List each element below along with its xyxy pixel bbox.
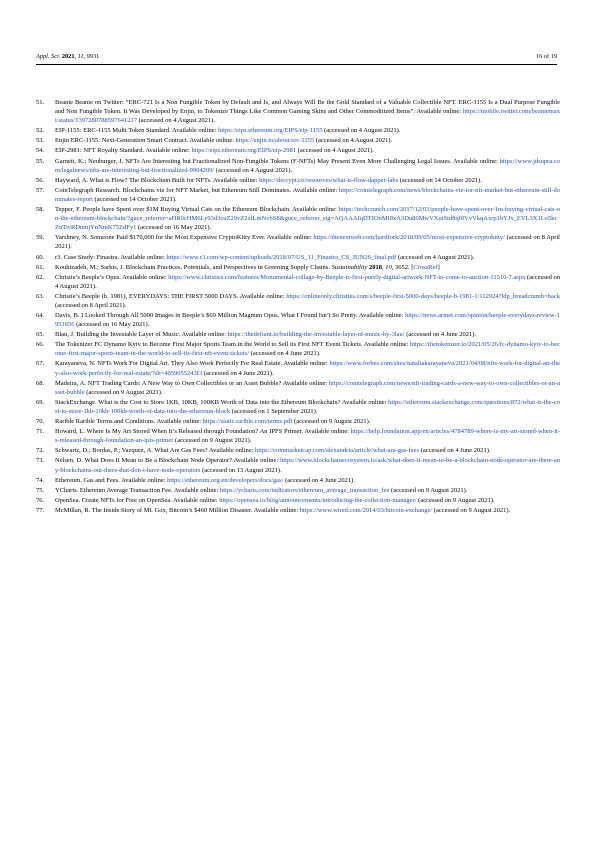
journal-volume: 11 [77, 53, 84, 60]
reference-link[interactable]: https://decrypt.co/resources/what-is-flow-dapper-labs [259, 176, 399, 184]
reference-number: 62. [36, 273, 45, 281]
reference-link[interactable]: https://static.rarible.com/terms.pdf [202, 418, 293, 426]
reference-link[interactable]: https://onlineonly.christies.com/s/beeple-first-5000-days/beeple-b-1981-1/112924?ldp_breadcrumb=back [286, 292, 560, 300]
reference-item [36, 186, 560, 204]
reference-number: 53. [36, 137, 45, 145]
accessed-note: (accessed on 9 August 2021). [432, 506, 511, 514]
reference-link[interactable]: https://thetokenizer.io/2021/05/26/fc-dynamo-kyiv-to-become-first-major-sports-team-in-the-world-to-sell-its-first-nft-event-tickets/ [55, 341, 560, 358]
reference-text: Blau, J. Building the Investable Layer of Music. Available online: [55, 331, 228, 339]
reference-text: Tepper, F. People have Spent over $1M Buying Virtual Cats on the Ethereum Blockchain. Available online: [55, 205, 339, 213]
reference-item [36, 496, 560, 505]
reference-number: 77. [36, 506, 45, 514]
reference-item [36, 340, 560, 358]
reference-number: 54. [36, 147, 45, 155]
reference-item [36, 205, 560, 232]
reference-text: The Tokenizer FC Dynamo Kyiv to Become First Major Sports Team in the World to Sell its First NFT Event Tickets. Available online: [55, 341, 410, 349]
reference-text: McMillan, R. The Inside Story of Mt. Gox, Bitcoin’s $460 Million Disaster. Available online: [55, 506, 300, 514]
reference-number: 75. [36, 486, 45, 494]
reference-text: Enjin ERC-1155: Next-Generation Smart Contract. Available online: [55, 137, 236, 145]
reference-text: Madeira, A. NFT Trading Cards: A New Way to Own Collectibles or an Asset Bubble? Available online: [55, 379, 329, 387]
accessed-note: (accessed on 9 August 2021). [84, 388, 163, 396]
reference-item [36, 427, 560, 445]
reference-item [36, 253, 560, 262]
accessed-note: (accessed on 4 August 2021). [322, 127, 401, 135]
reference-link[interactable]: https://opensea.io/blog/announcements/introducing-the-collection-manager/ [219, 496, 417, 504]
reference-item [36, 136, 560, 145]
reference-number: 68. [36, 379, 45, 387]
reference-item [36, 146, 560, 155]
reference-link[interactable]: https://coinmarketcap.com/alexandria/article/what-are-gas-fees [255, 447, 420, 455]
reference-link[interactable]: https://ethereum.stackexchange.com/questions/872/what-is-the-cost-to-store-1kb-10kb-100kb-worth-of-data-into-the-ethereum-block [55, 398, 560, 416]
reference-link[interactable]: https://eips.ethereum.org/EIPS/eip-2981 [191, 147, 297, 155]
reference-text: YCharts. Ethereum Average Transaction Fee. Available online: [55, 486, 220, 494]
reference-link[interactable]: https://www.wired.com/2014/03/bitcoin-exchange/ [299, 506, 433, 514]
reference-number: 70. [36, 418, 45, 426]
reference-link[interactable]: https://mobile.twitter.com/beaniemaxi/status/1397280788597641217 [55, 108, 560, 125]
reference-text: Garnett, K.; Neuburger, J. NFTs Are Interesting but Fractionalized Non-Fungible Tokens (F-NFTs) May Present Even More Challenging Legal Issues. Available online: [55, 157, 500, 165]
reference-text: Schwartz, D.; Bordas, P.; Vazquez, A. What Are Gas Fees? Available online: [55, 447, 256, 455]
reference-item [36, 456, 560, 474]
reference-list [36, 98, 560, 516]
reference-item [36, 98, 560, 125]
reference-number: 60. [36, 253, 45, 261]
reference-number: 57. [36, 186, 45, 194]
reference-text: OpenSea. Create NFTs for Free on OpenSea. Available online: [55, 496, 220, 504]
reference-number: 76. [36, 496, 45, 504]
reference-text: EIP-2981: NFT Royalty Standard. Available online: [55, 147, 192, 155]
accessed-note: (accessed on 1 September 2021). [230, 408, 318, 416]
reference-item [36, 379, 560, 397]
reference-item [36, 157, 560, 175]
reference-item [36, 292, 560, 310]
reference-link[interactable]: CrossRef [413, 263, 438, 271]
header-rule [36, 64, 557, 65]
reference-link[interactable]: https://ethereum.org/en/developers/docs/gas/ [167, 476, 284, 484]
journal-year: 2018 [368, 263, 382, 271]
journal-pages: , 3652. [ [391, 263, 414, 271]
accessed-note: (accessed on 16 May 2021). [136, 224, 212, 232]
reference-link[interactable]: https://www.r3.com/wp-content/uploads/2018/07/US_11_Finastra_CS_JUN26_final.pdf [166, 253, 397, 261]
reference-link[interactable]: https://eips.ethereum.org/EIPS/eip-1155 [218, 127, 323, 135]
accessed-note: (accessed on 8 April 2021). [55, 301, 127, 309]
reference-item [36, 446, 560, 455]
reference-item [36, 486, 560, 495]
reference-text: Beanie Beanie on Twitter: “ERC-721 Is a Non Fungible Token by Default and Is, and Always Will Be the Gold Standard of a Valuable Collectible NFT. ERC-1155 Is a Dual Purpose Fungible and Non Fungible Token. It Was Developed by Enjin, to Tokenize Things Like Common Gaming Skins and Other Commoditized Items”. Available online: [55, 99, 560, 116]
reference-item [36, 273, 560, 291]
accessed-note: (accessed on 9 August 2021). [173, 437, 252, 445]
reference-number: 59. [36, 234, 45, 242]
reference-text: Christie’s Beeple’s Opus. Available online: [55, 273, 169, 281]
reference-link[interactable]: https://www.jdsupra.com/legalnews/nfts-are-interesting-but-fractionalized-9904209/ [55, 157, 560, 174]
reference-link[interactable]: https://cointelegraph.com/news/blockchains-vie-for-nft-market-but-ethereum-still-dominates-report [55, 186, 560, 203]
reference-item [36, 417, 560, 426]
reference-item [36, 476, 560, 485]
accessed-note: (accessed on 4 August 2021). [214, 166, 293, 174]
reference-number: 52. [36, 127, 45, 135]
reference-number: 69. [36, 398, 45, 406]
reference-link[interactable]: https://thenextweb.com/hardfork/2018/09/05/most-expensive-cryptokitty/ [313, 234, 505, 242]
reference-link[interactable]: https://ycharts.com/indicators/ethereum_average_transaction_fee [219, 486, 390, 494]
accessed-note: (accessed on 9 August 2021). [292, 418, 371, 426]
reference-link[interactable]: https://enjin.io/about/erc-1155 [235, 137, 315, 145]
reference-text: Hayward, A. What is Flow? The Blockchain Built for NFTs. Available online: [55, 176, 260, 184]
accessed-note: (accessed on 4 August 2021). [55, 273, 560, 290]
reference-text: Ethereum. Gas and Fees. Available online: [55, 476, 168, 484]
reference-item [36, 330, 560, 339]
accessed-note: (accessed on 16 May 2021). [74, 321, 150, 329]
reference-item [36, 233, 560, 251]
reference-text: Rarible Rarible Terms and Conditions. Available online: [55, 418, 203, 426]
journal-citation: Appl. Sci. 2021, 11, 9931 [36, 53, 100, 60]
reference-number: 67. [36, 360, 45, 368]
reference-number: 73. [36, 457, 45, 465]
reference-text: Karayaneva, N. NFTs Work For Digital Art. They Also Work Perfectly For Real Estate. Available online: [55, 360, 330, 368]
reference-number: 65. [36, 331, 45, 339]
journal-title: Sustainability [331, 263, 368, 271]
accessed-note: (accessed on 4 June 2021). [202, 369, 274, 377]
reference-number: 55. [36, 157, 45, 165]
reference-link[interactable]: https://www.forbes.com/sites/nataliakarayaneva/2021/04/08/nfts-work-for-digital-art-they-also-work-perfectly-for-real-estate/?sh=4059055243f3 [55, 360, 560, 377]
accessed-note: (accessed on 4 August 2021). [396, 253, 475, 261]
accessed-note: (accessed on 4 June 2021). [283, 476, 355, 484]
reference-item [36, 398, 560, 416]
reference-item [36, 176, 560, 185]
reference-text: Nelsen, D. What Does It Mean to Be a Blockchain Node Operator? Available online: [55, 457, 281, 465]
reference-number: 58. [36, 205, 45, 213]
reference-text: r3. Case Study: Finastra. Available online: [55, 253, 167, 261]
article-number: 9931 [86, 53, 100, 60]
reference-text: Christie’s Beeple (b. 1981), EVERYDAYS: THE FIRST 5000 DAYS. Available online: [55, 292, 287, 300]
reference-number: 61. [36, 263, 45, 271]
reference-link[interactable]: https://techcrunch.com/2017/12/03/people-have-spent-over-1m-buying-virtual-cats-on-the-ethereum-blockchain/?guce_referrer=aHR0cHM6Ly93d3cuZ29vZ2xlLmNvbS8&guce_referrer_sig=AQAAAIqDTIOnMI8xA3Du86MwVXutStd8q0IVvVkqAxrp1bYJx_EVL3X1Lo5krZuTivRDumjYnNmK75ZdFy1 [55, 205, 560, 232]
accessed-note: (accessed on 14 October 2021). [398, 176, 482, 184]
reference-text: Davis, B. I Looked Through All 5000 Images in Beeple’s $69 Million Magnum Opus. What I Found Isn’t So Pretty. Available online: [55, 312, 406, 320]
reference-text: Howard, L. Where Is My Art Stored When It’s Released through Foundation? An IPFS Primer. Available online: [55, 428, 351, 436]
accessed-note: (accessed on 9 August 2021). [416, 496, 495, 504]
accessed-note: (accessed on 4 June 2021). [249, 350, 321, 358]
reference-item: 61. Kouhizadeh, M.; Sarkis, J. Blockchain Practices, Potentials, and Perspectives in Greening Supply Chains. Sustainability 2018, 10, 3652. [CrossRef] [36, 263, 440, 271]
reference-number: 71. [36, 428, 45, 436]
reference-item [36, 359, 560, 377]
reference-link[interactable]: https://cointelegraph.com/news/nft-trading-cards-a-new-way-to-own-collectibles-or-an-asset-bubble [55, 379, 560, 396]
reference-link[interactable]: https://www.christies.com/features/Monumental-collage-by-Beeple-is-first-purely-digital-artwork-NFT-to-come-to-auction-11510-7.aspx [168, 273, 526, 281]
journal-volume: 10 [385, 263, 392, 271]
reference-text: StackExchange. What is the Cost to Store 1KB, 10KB, 100KB Worth of Data into the Ethereum Blockchain? Available online: [55, 398, 389, 406]
reference-item [36, 311, 560, 329]
reference-number: 74. [36, 476, 45, 484]
reference-item [36, 506, 560, 515]
accessed-note: (accessed on 9 August 2021). [389, 486, 468, 494]
reference-number: 72. [36, 447, 45, 455]
accessed-note: (accessed on 14 October 2021). [92, 195, 177, 203]
accessed-note: (accessed on 4 June 2021). [419, 447, 491, 455]
reference-number: 66. [36, 341, 45, 349]
accessed-note: (accessed on 13 August 2021). [200, 466, 282, 474]
reference-number: 56. [36, 176, 45, 184]
reference-text: CoinTelegraph Research. Blockchains vie for NFT Market, but Ethereum Still Dominates. Available online: [55, 186, 340, 194]
accessed-note: ] [437, 263, 440, 271]
reference-text: Kouhizadeh, M.; Sarkis, J. Blockchain Practices, Potentials, and Perspectives in Greening Supply Chains. [55, 263, 332, 271]
reference-item [36, 126, 560, 135]
reference-link[interactable]: https://news.artnet.com/opinion/beeple-everydays-review-1951656 [55, 312, 560, 329]
page-number: 16 of 19 [536, 53, 557, 60]
journal-year: 2021 [61, 53, 75, 60]
accessed-note: (accessed on 4 August 2021). [136, 117, 215, 125]
reference-link[interactable]: https://help.foundation.app/en/articles/4784789-where-is-my-art-stored-when-it-s-released-through-foundation-an-ipfs-primer [55, 428, 560, 445]
accessed-note: (accessed on 4 June 2021). [404, 331, 477, 339]
reference-number: 64. [36, 312, 45, 320]
accessed-note: (accessed on 4 August 2021). [296, 147, 375, 155]
accessed-note: (accessed on 8 April 2021). [55, 234, 560, 251]
reference-number: 63. [36, 292, 45, 300]
reference-number: 51. [36, 99, 45, 106]
reference-link[interactable]: https://thedefiant.io/building-the-investable-layer-of-music-by-3lau/ [227, 331, 405, 339]
journal-name: Appl. Sci. [36, 53, 61, 60]
accessed-note: (accessed on 4 August 2021). [314, 137, 393, 145]
reference-text: Varshney, N. Someone Paid $170,000 for the Most Expensive CryptoKitty Ever. Available online: [55, 234, 314, 242]
reference-text: EIP-1155: ERC-1155 Multi Token Standard. Available online: [55, 127, 219, 135]
reference-link[interactable]: https://www.blockchainecosystem.io/ask/what-does-it-mean-to-be-a-blockchain-node-operator-are-there-any-blockchains-out-there-that-don-t-have-node-operators [55, 457, 560, 474]
